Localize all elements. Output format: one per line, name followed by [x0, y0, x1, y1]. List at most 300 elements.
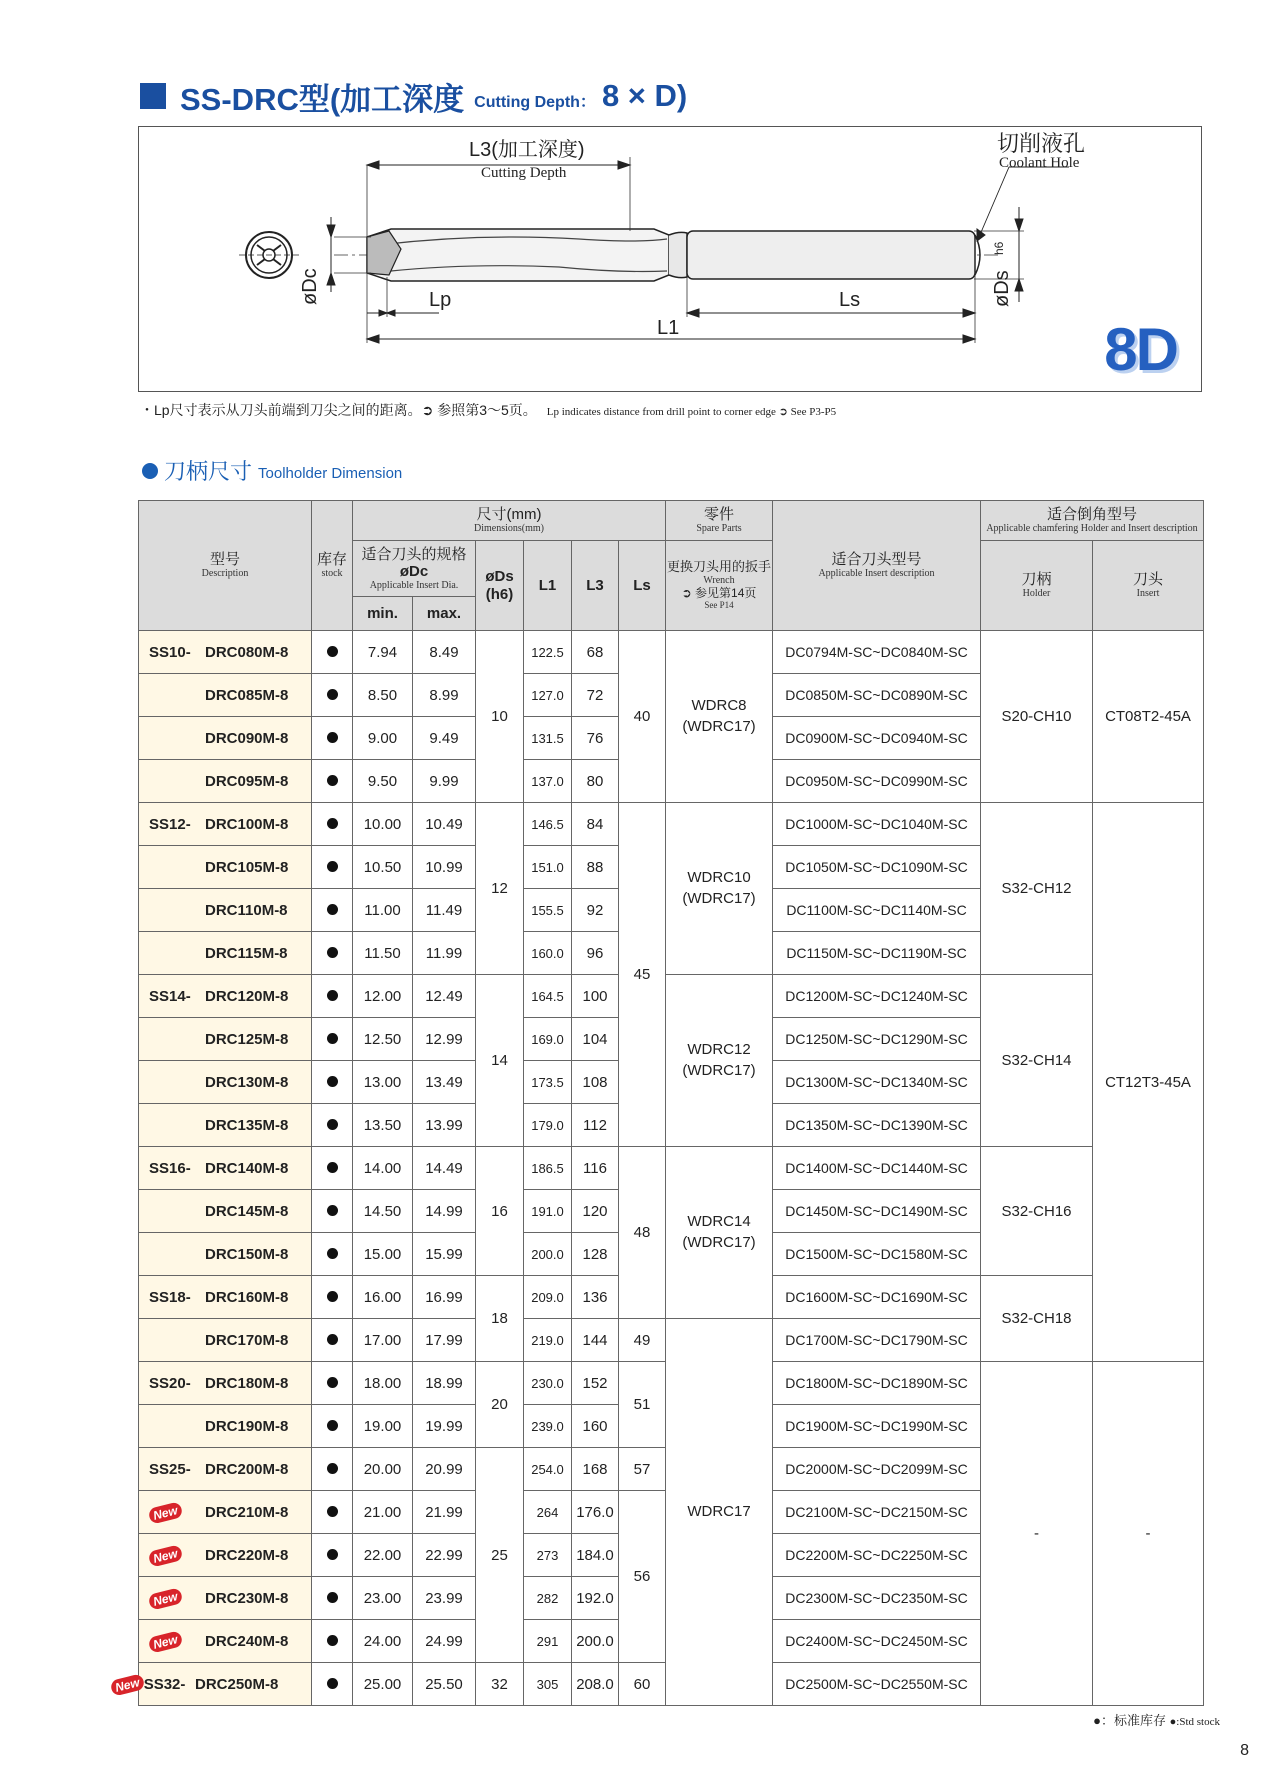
- l1-cell: 209.0: [524, 1276, 572, 1319]
- l3-cell: 208.0: [572, 1663, 619, 1706]
- lp-note: [140, 400, 836, 420]
- dc-min-cell: 14.50: [353, 1190, 413, 1233]
- stock-cell: [312, 631, 353, 674]
- dc-min-cell: 10.00: [353, 803, 413, 846]
- insert-cell: DC2300M-SC~DC2350M-SC: [773, 1577, 981, 1620]
- model-cell: [139, 975, 312, 1018]
- model-name: DRC240M-8: [205, 1632, 289, 1650]
- model-prefix: [139, 1547, 205, 1564]
- dc-min-cell: 12.00: [353, 975, 413, 1018]
- dc-min-cell: 18.00: [353, 1362, 413, 1405]
- l3-cell: 120: [572, 1190, 619, 1233]
- chamfer-insert-cell: CT08T2-45A: [1093, 631, 1204, 803]
- dc-max-cell: 24.99: [413, 1620, 476, 1663]
- model-cell: [139, 760, 312, 803]
- dc-min-cell: 7.94: [353, 631, 413, 674]
- stock-cell: [312, 1233, 353, 1276]
- lp-note-zh: ・Lp尺寸表示从刀头前端到刀尖之间的距离。➲ 参照第3～5页。: [140, 402, 537, 418]
- dc-min-cell: 17.00: [353, 1319, 413, 1362]
- l1-cell: 200.0: [524, 1233, 572, 1276]
- dc-max-cell: 8.49: [413, 631, 476, 674]
- dc-max-cell: 14.49: [413, 1147, 476, 1190]
- l1-cell: 305: [524, 1663, 572, 1706]
- ls-cell: 56: [619, 1491, 666, 1663]
- dc-max-cell: 12.49: [413, 975, 476, 1018]
- dc-min-cell: 13.50: [353, 1104, 413, 1147]
- l1-cell: 239.0: [524, 1405, 572, 1448]
- ds-cell: 18: [476, 1276, 524, 1362]
- stock-bullet-icon: [327, 1463, 338, 1474]
- stock-cell: [312, 1663, 353, 1706]
- ls-label: Ls: [839, 289, 861, 311]
- model-cell: [139, 1577, 312, 1620]
- model-cell: [139, 889, 312, 932]
- new-badge: New: [148, 1501, 184, 1524]
- model-cell: [139, 1491, 312, 1534]
- dc-max-cell: 10.49: [413, 803, 476, 846]
- coolant-hole-zh: 切削液孔: [997, 131, 1086, 156]
- model-name: DRC115M-8: [205, 944, 288, 962]
- title-square-icon: [140, 83, 166, 109]
- l3-cell: 116: [572, 1147, 619, 1190]
- stock-cell: [312, 1448, 353, 1491]
- l3-cell: 144: [572, 1319, 619, 1362]
- l1-cell: 186.5: [524, 1147, 572, 1190]
- insert-cell: DC0850M-SC~DC0890M-SC: [773, 674, 981, 717]
- stock-bullet-icon: [327, 1076, 338, 1087]
- header-stock: 库存 stock: [312, 501, 353, 631]
- header-insert: 适合刀头型号 Applicable Insert description: [773, 501, 981, 631]
- stock-cell: [312, 717, 353, 760]
- l1-cell: 191.0: [524, 1190, 572, 1233]
- page-title: [140, 76, 687, 116]
- holder-cell: S32-CH12: [981, 803, 1093, 975]
- stock-bullet-icon: [327, 1205, 338, 1216]
- dc-max-cell: 21.99: [413, 1491, 476, 1534]
- l3-cell: 160: [572, 1405, 619, 1448]
- ds-cell: 14: [476, 975, 524, 1147]
- l3-cell: 72: [572, 674, 619, 717]
- stock-cell: [312, 932, 353, 975]
- l1-cell: 264: [524, 1491, 572, 1534]
- lp-note-en: Lp indicates distance from drill point to corner edge ➲ See P3-P5: [546, 406, 837, 418]
- dc-min-cell: 11.00: [353, 889, 413, 932]
- model-prefix: SS16-: [149, 1159, 191, 1177]
- lp-label: Lp: [429, 289, 452, 311]
- stock-cell: [312, 1147, 353, 1190]
- stock-bullet-icon: [327, 732, 338, 743]
- dc-min-cell: 11.50: [353, 932, 413, 975]
- dc-max-cell: 12.99: [413, 1018, 476, 1061]
- holder-cell: S32-CH14: [981, 975, 1093, 1147]
- new-badge: New: [148, 1587, 184, 1610]
- header-ds: øDs (h6): [476, 541, 524, 631]
- model-cell: [139, 932, 312, 975]
- l3-cell: 104: [572, 1018, 619, 1061]
- model-name: DRC150M-8: [205, 1245, 289, 1263]
- h6-label: h6: [992, 241, 1006, 255]
- dc-max-cell: 16.99: [413, 1276, 476, 1319]
- dc-min-cell: 24.00: [353, 1620, 413, 1663]
- l1-cell: 146.5: [524, 803, 572, 846]
- l1-cell: 122.5: [524, 631, 572, 674]
- holder-cell: S20-CH10: [981, 631, 1093, 803]
- section-title-en: Toolholder Dimension: [258, 465, 403, 482]
- l3-label: L3(加工深度): [469, 139, 585, 161]
- insert-cell: DC1200M-SC~DC1240M-SC: [773, 975, 981, 1018]
- new-badge: New: [148, 1544, 184, 1567]
- ds-cell: 10: [476, 631, 524, 803]
- stock-cell: [312, 1190, 353, 1233]
- insert-cell: DC2400M-SC~DC2450M-SC: [773, 1620, 981, 1663]
- stock-bullet-icon: [327, 947, 338, 958]
- dc-min-cell: 10.50: [353, 846, 413, 889]
- l3-cell: 84: [572, 803, 619, 846]
- stock-cell: [312, 760, 353, 803]
- l3-cell: 192.0: [572, 1577, 619, 1620]
- insert-cell: DC1250M-SC~DC1290M-SC: [773, 1018, 981, 1061]
- insert-cell: DC2200M-SC~DC2250M-SC: [773, 1534, 981, 1577]
- legend-en: ●:Std stock: [1169, 1716, 1220, 1728]
- model-prefix: SS18-: [149, 1288, 191, 1306]
- model-prefix: SS20-: [149, 1374, 191, 1392]
- l1-cell: 151.0: [524, 846, 572, 889]
- l3-cell: 68: [572, 631, 619, 674]
- model-cell: [139, 1534, 312, 1577]
- dc-min-cell: 12.50: [353, 1018, 413, 1061]
- model-prefix: SS25-: [149, 1460, 191, 1478]
- insert-cell: DC1900M-SC~DC1990M-SC: [773, 1405, 981, 1448]
- stock-bullet-icon: [327, 1549, 338, 1560]
- model-name: DRC110M-8: [205, 901, 288, 919]
- insert-cell: DC1700M-SC~DC1790M-SC: [773, 1319, 981, 1362]
- insert-cell: DC1050M-SC~DC1090M-SC: [773, 846, 981, 889]
- model-cell: [139, 631, 312, 674]
- l3-cell: 108: [572, 1061, 619, 1104]
- chamfer-insert-cell: CT12T3-45A: [1093, 803, 1204, 1362]
- section-bullet-icon: [142, 463, 158, 479]
- model-name: DRC250M-8: [195, 1675, 279, 1693]
- header-chamfer: 适合倒角型号 Applicable chamfering Holder and Insert description: [981, 501, 1204, 541]
- stock-bullet-icon: [327, 1291, 338, 1302]
- insert-cell: DC1450M-SC~DC1490M-SC: [773, 1190, 981, 1233]
- model-cell: [139, 1319, 312, 1362]
- insert-cell: DC1100M-SC~DC1140M-SC: [773, 889, 981, 932]
- ds-cell: 12: [476, 803, 524, 975]
- model-cell: [139, 846, 312, 889]
- table-row: [139, 975, 1204, 1018]
- model-name: DRC095M-8: [205, 772, 289, 790]
- header-ls: Ls: [619, 541, 666, 631]
- stock-cell: [312, 1405, 353, 1448]
- model-cell: [139, 1018, 312, 1061]
- model-name: DRC130M-8: [205, 1073, 289, 1091]
- coolant-hole-en: Coolant Hole: [999, 155, 1080, 171]
- wrench-cell: WDRC14 (WDRC17): [666, 1147, 773, 1319]
- dc-max-cell: 14.99: [413, 1190, 476, 1233]
- ls-cell: 48: [619, 1147, 666, 1319]
- dc-min-cell: 9.50: [353, 760, 413, 803]
- dc-min-cell: 9.00: [353, 717, 413, 760]
- dc-max-cell: 13.49: [413, 1061, 476, 1104]
- stock-cell: [312, 1620, 353, 1663]
- stock-bullet-icon: [327, 990, 338, 1001]
- dc-min-cell: 22.00: [353, 1534, 413, 1577]
- model-name: DRC140M-8: [205, 1159, 289, 1177]
- l1-cell: 282: [524, 1577, 572, 1620]
- l3-cell: 136: [572, 1276, 619, 1319]
- page-number: 8: [1240, 1742, 1249, 1759]
- dc-max-cell: 11.99: [413, 932, 476, 975]
- ls-cell: 49: [619, 1319, 666, 1362]
- stock-cell: [312, 846, 353, 889]
- model-cell: [139, 1448, 312, 1491]
- l3-cell: 96: [572, 932, 619, 975]
- model-prefix: SS12-: [149, 815, 191, 833]
- table-row: [139, 1147, 1204, 1190]
- l1-cell: 273: [524, 1534, 572, 1577]
- insert-cell: DC1350M-SC~DC1390M-SC: [773, 1104, 981, 1147]
- insert-cell: DC2500M-SC~DC2550M-SC: [773, 1663, 981, 1706]
- insert-cell: DC0900M-SC~DC0940M-SC: [773, 717, 981, 760]
- dc-min-cell: 25.00: [353, 1663, 413, 1706]
- dc-max-cell: 18.99: [413, 1362, 476, 1405]
- stock-cell: [312, 674, 353, 717]
- title-cutting-depth: Cutting Depth：: [474, 93, 596, 111]
- header-min: min.: [353, 597, 413, 631]
- wrench-cell: WDRC8 (WDRC17): [666, 631, 773, 803]
- ls-cell: 51: [619, 1362, 666, 1448]
- drill-diagram: [138, 126, 1202, 392]
- l3-cell: 200.0: [572, 1620, 619, 1663]
- wrench-cell: WDRC12 (WDRC17): [666, 975, 773, 1147]
- stock-cell: [312, 1276, 353, 1319]
- dc-max-cell: 20.99: [413, 1448, 476, 1491]
- insert-cell: DC1400M-SC~DC1440M-SC: [773, 1147, 981, 1190]
- stock-bullet-icon: [327, 1420, 338, 1431]
- legend: [1093, 1710, 1220, 1729]
- model-name: DRC210M-8: [205, 1503, 289, 1521]
- model-cell: [139, 1405, 312, 1448]
- holder-cell: -: [981, 1362, 1093, 1706]
- dc-max-cell: 10.99: [413, 846, 476, 889]
- l1-cell: 127.0: [524, 674, 572, 717]
- new-badge: New: [110, 1673, 146, 1696]
- stock-bullet-icon: [327, 1678, 338, 1689]
- dc-max-cell: 8.99: [413, 674, 476, 717]
- l1-cell: 173.5: [524, 1061, 572, 1104]
- drill-body-icon: [367, 229, 980, 281]
- model-name: DRC085M-8: [205, 686, 289, 704]
- l1-cell: 131.5: [524, 717, 572, 760]
- model-name: DRC190M-8: [205, 1417, 289, 1435]
- stock-bullet-icon: [327, 1377, 338, 1388]
- dc-min-cell: 14.00: [353, 1147, 413, 1190]
- insert-cell: DC0794M-SC~DC0840M-SC: [773, 631, 981, 674]
- dc-min-cell: 13.00: [353, 1061, 413, 1104]
- insert-cell: DC0950M-SC~DC0990M-SC: [773, 760, 981, 803]
- ds-cell: 32: [476, 1663, 524, 1706]
- model-prefix: SS14-: [149, 987, 191, 1005]
- model-cell: [139, 1233, 312, 1276]
- insert-cell: DC1300M-SC~DC1340M-SC: [773, 1061, 981, 1104]
- ds-cell: 25: [476, 1448, 524, 1663]
- l1-cell: 160.0: [524, 932, 572, 975]
- insert-cell: DC1600M-SC~DC1690M-SC: [773, 1276, 981, 1319]
- header-chamfer-insert: 刀头 Insert: [1093, 541, 1204, 631]
- stock-bullet-icon: [327, 646, 338, 657]
- legend-zh: ●：标准库存: [1093, 1713, 1167, 1728]
- dc-min-cell: 8.50: [353, 674, 413, 717]
- dc-max-cell: 15.99: [413, 1233, 476, 1276]
- l3-cell: 152: [572, 1362, 619, 1405]
- stock-cell: [312, 1061, 353, 1104]
- dc-min-cell: 20.00: [353, 1448, 413, 1491]
- ls-cell: 40: [619, 631, 666, 803]
- l3-cell: 168: [572, 1448, 619, 1491]
- stock-cell: [312, 1534, 353, 1577]
- stock-bullet-icon: [327, 1506, 338, 1517]
- model-name: DRC160M-8: [205, 1288, 289, 1306]
- stock-cell: [312, 1104, 353, 1147]
- ls-cell: 60: [619, 1663, 666, 1706]
- l1-cell: 155.5: [524, 889, 572, 932]
- model-prefix: [111, 1676, 195, 1693]
- holder-cell: S32-CH16: [981, 1147, 1093, 1276]
- table-row: [139, 803, 1204, 846]
- model-prefix: SS10-: [149, 643, 191, 661]
- ds-label: øDs: [991, 270, 1013, 307]
- model-name: DRC230M-8: [205, 1589, 289, 1607]
- header-spare-parts: 零件 Spare Parts: [666, 501, 773, 541]
- stock-bullet-icon: [327, 1119, 338, 1130]
- dc-max-cell: 23.99: [413, 1577, 476, 1620]
- model-cell: [139, 1276, 312, 1319]
- stock-bullet-icon: [327, 818, 338, 829]
- stock-cell: [312, 803, 353, 846]
- section-heading: [142, 455, 402, 486]
- stock-bullet-icon: [327, 1033, 338, 1044]
- header-l1: L1: [524, 541, 572, 631]
- model-cell: [113, 1663, 312, 1706]
- l1-cell: 164.5: [524, 975, 572, 1018]
- l1-cell: 254.0: [524, 1448, 572, 1491]
- l3-cell: 76: [572, 717, 619, 760]
- model-name: DRC200M-8: [205, 1460, 289, 1478]
- model-name: DRC170M-8: [205, 1331, 289, 1349]
- ls-cell: 45: [619, 803, 666, 1147]
- wrench-cell: WDRC10 (WDRC17): [666, 803, 773, 975]
- dc-min-cell: 23.00: [353, 1577, 413, 1620]
- stock-cell: [312, 975, 353, 1018]
- header-dimensions: 尺寸(mm) Dimensions(mm): [353, 501, 666, 541]
- model-cell: [139, 674, 312, 717]
- header-dc: 适合刀头的规格 øDc Applicable Insert Dia.: [353, 541, 476, 597]
- ds-cell: 16: [476, 1147, 524, 1276]
- l3-cell: 112: [572, 1104, 619, 1147]
- stock-bullet-icon: [327, 1334, 338, 1345]
- insert-cell: DC2000M-SC~DC2099M-SC: [773, 1448, 981, 1491]
- dc-max-cell: 9.49: [413, 717, 476, 760]
- wrench-cell: WDRC17: [666, 1319, 773, 1706]
- stock-cell: [312, 1577, 353, 1620]
- section-title-zh: 刀柄尺寸: [164, 459, 253, 484]
- model-cell: [139, 1190, 312, 1233]
- header-wrench: 更换刀头用的扳手 Wrench ➲ 参见第14页 See P14: [666, 541, 773, 631]
- model-name: DRC180M-8: [205, 1374, 289, 1392]
- table-body: [113, 631, 1204, 1706]
- l3-cell: 176.0: [572, 1491, 619, 1534]
- model-name: DRC090M-8: [205, 729, 289, 747]
- insert-cell: DC1150M-SC~DC1190M-SC: [773, 932, 981, 975]
- end-view-icon: [239, 232, 299, 278]
- stock-bullet-icon: [327, 904, 338, 915]
- header-holder: 刀柄 Holder: [981, 541, 1093, 631]
- stock-cell: [312, 1319, 353, 1362]
- ds-cell: 20: [476, 1362, 524, 1448]
- dc-label: øDc: [299, 268, 321, 305]
- stock-bullet-icon: [327, 1248, 338, 1259]
- stock-bullet-icon: [327, 861, 338, 872]
- stock-cell: [312, 889, 353, 932]
- title-main: SS-DRC型(加工深度: [180, 81, 465, 117]
- new-badge: New: [148, 1630, 184, 1653]
- model-name: DRC120M-8: [205, 987, 289, 1005]
- dc-min-cell: 21.00: [353, 1491, 413, 1534]
- l1-cell: 230.0: [524, 1362, 572, 1405]
- insert-cell: DC1500M-SC~DC1580M-SC: [773, 1233, 981, 1276]
- stock-bullet-icon: [327, 689, 338, 700]
- model-name: DRC125M-8: [205, 1030, 289, 1048]
- l1-label: L1: [657, 317, 680, 339]
- table-row: [139, 631, 1204, 674]
- stock-bullet-icon: [327, 775, 338, 786]
- dc-max-cell: 22.99: [413, 1534, 476, 1577]
- l1-cell: 169.0: [524, 1018, 572, 1061]
- insert-cell: DC1000M-SC~DC1040M-SC: [773, 803, 981, 846]
- model-name: DRC145M-8: [205, 1202, 289, 1220]
- model-prefix: [139, 1590, 205, 1607]
- stock-bullet-icon: [327, 1162, 338, 1173]
- stock-bullet-icon: [327, 1592, 338, 1603]
- cutting-depth-label: Cutting Depth: [481, 165, 567, 181]
- model-name: DRC220M-8: [205, 1546, 289, 1564]
- ls-cell: 57: [619, 1448, 666, 1491]
- title-tail: 8 × D): [601, 78, 688, 113]
- dc-min-cell: 16.00: [353, 1276, 413, 1319]
- toolholder-table: [113, 500, 1204, 1706]
- l3-cell: 128: [572, 1233, 619, 1276]
- chamfer-insert-cell: -: [1093, 1362, 1204, 1706]
- insert-cell: DC2100M-SC~DC2150M-SC: [773, 1491, 981, 1534]
- model-name: DRC135M-8: [205, 1116, 289, 1134]
- l1-cell: 219.0: [524, 1319, 572, 1362]
- model-prefix: [139, 1504, 205, 1521]
- l3-cell: 80: [572, 760, 619, 803]
- dc-min-cell: 15.00: [353, 1233, 413, 1276]
- l3-cell: 92: [572, 889, 619, 932]
- model-cell: [139, 717, 312, 760]
- header-l3: L3: [572, 541, 619, 631]
- header-max: max.: [413, 597, 476, 631]
- stock-cell: [312, 1018, 353, 1061]
- dc-max-cell: 13.99: [413, 1104, 476, 1147]
- 8d-badge: 8D: [1104, 316, 1177, 383]
- model-cell: [139, 1147, 312, 1190]
- model-prefix: [139, 1633, 205, 1650]
- l1-cell: 137.0: [524, 760, 572, 803]
- model-prefix-text: SS32-: [143, 1675, 186, 1693]
